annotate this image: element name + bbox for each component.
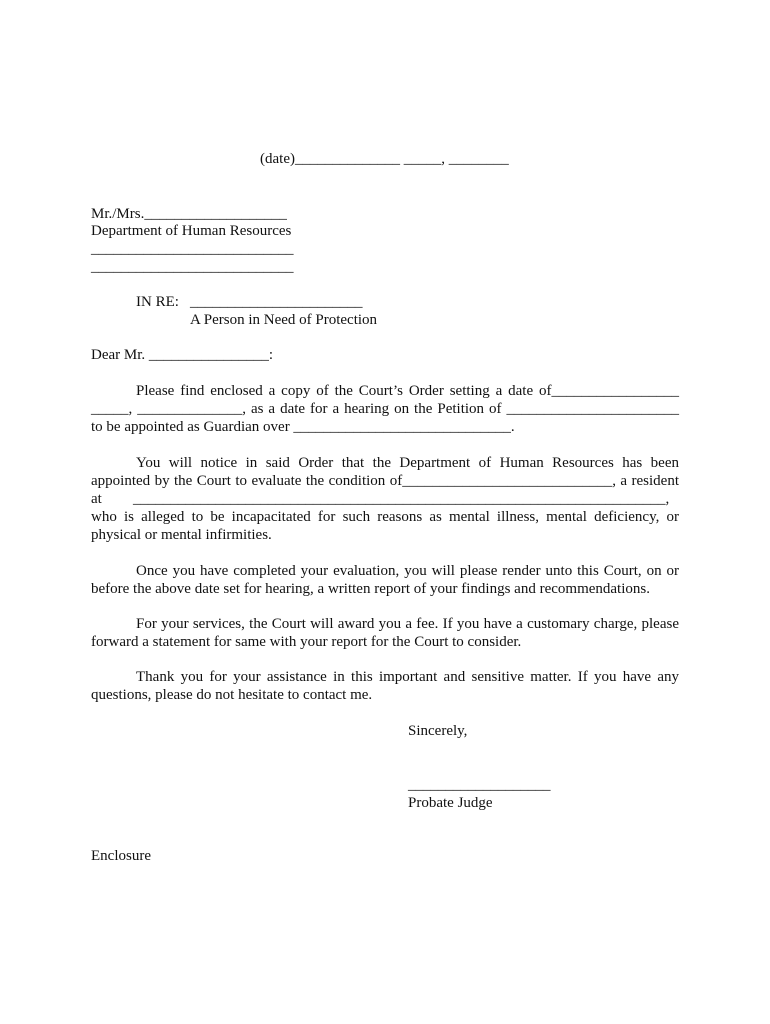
paragraph-3-line-2: before the above date set for hearing, a written report of your findings and recommendations. bbox=[91, 581, 650, 597]
signer-title: Probate Judge bbox=[408, 795, 493, 811]
paragraph-2-line-3-prefix: at bbox=[91, 491, 102, 507]
recipient-department: Department of Human Resources bbox=[91, 223, 292, 239]
paragraph-2-line-1: You will notice in said Order that the Department of Human Resources has been bbox=[136, 455, 679, 471]
paragraph-5-line-1: Thank you for your assistance in this important and sensitive matter. If you have any bbox=[136, 669, 679, 685]
re-label: IN RE: bbox=[136, 294, 179, 310]
closing-sincerely: Sincerely, bbox=[408, 723, 468, 739]
recipient-address-line-2: ___________________________ bbox=[91, 259, 294, 275]
paragraph-4-line-2: forward a statement for same with your report for the Court to consider. bbox=[91, 634, 522, 650]
paragraph-2-line-4: who is alleged to be incapacitated for such reasons as mental illness, mental deficiency, or bbox=[91, 509, 679, 525]
date-line: (date)______________ _____, ________ bbox=[260, 151, 509, 167]
paragraph-1-line-2: _____, ______________, as a date for a hearing on the Petition of _______________________ bbox=[91, 401, 679, 417]
recipient-address-line-1: ___________________________ bbox=[91, 241, 294, 257]
paragraph-1-line-1: Please find enclosed a copy of the Court’s Order setting a date of_________________ bbox=[136, 383, 679, 399]
signature-line: ___________________ bbox=[408, 777, 551, 793]
recipient-name-line: Mr./Mrs.___________________ bbox=[91, 206, 287, 222]
paragraph-2-line-5: physical or mental infirmities. bbox=[91, 527, 272, 543]
paragraph-2-line-3-blank: _______________________________________________________________________, bbox=[133, 491, 670, 507]
paragraph-4-line-1: For your services, the Court will award you a fee. If you have a customary charge, please bbox=[136, 616, 679, 632]
re-blank: _______________________ bbox=[190, 294, 363, 310]
paragraph-1-line-3: to be appointed as Guardian over _____________________________. bbox=[91, 419, 515, 435]
paragraph-5-line-2: questions, please do not hesitate to contact me. bbox=[91, 687, 373, 703]
greeting: Dear Mr. ________________: bbox=[91, 347, 274, 363]
enclosure-note: Enclosure bbox=[91, 848, 151, 864]
re-subject: A Person in Need of Protection bbox=[190, 312, 378, 328]
paragraph-2-line-2: appointed by the Court to evaluate the condition of____________________________, a resident bbox=[91, 473, 679, 489]
paragraph-3-line-1: Once you have completed your evaluation, you will please render unto this Court, on or bbox=[136, 563, 679, 579]
